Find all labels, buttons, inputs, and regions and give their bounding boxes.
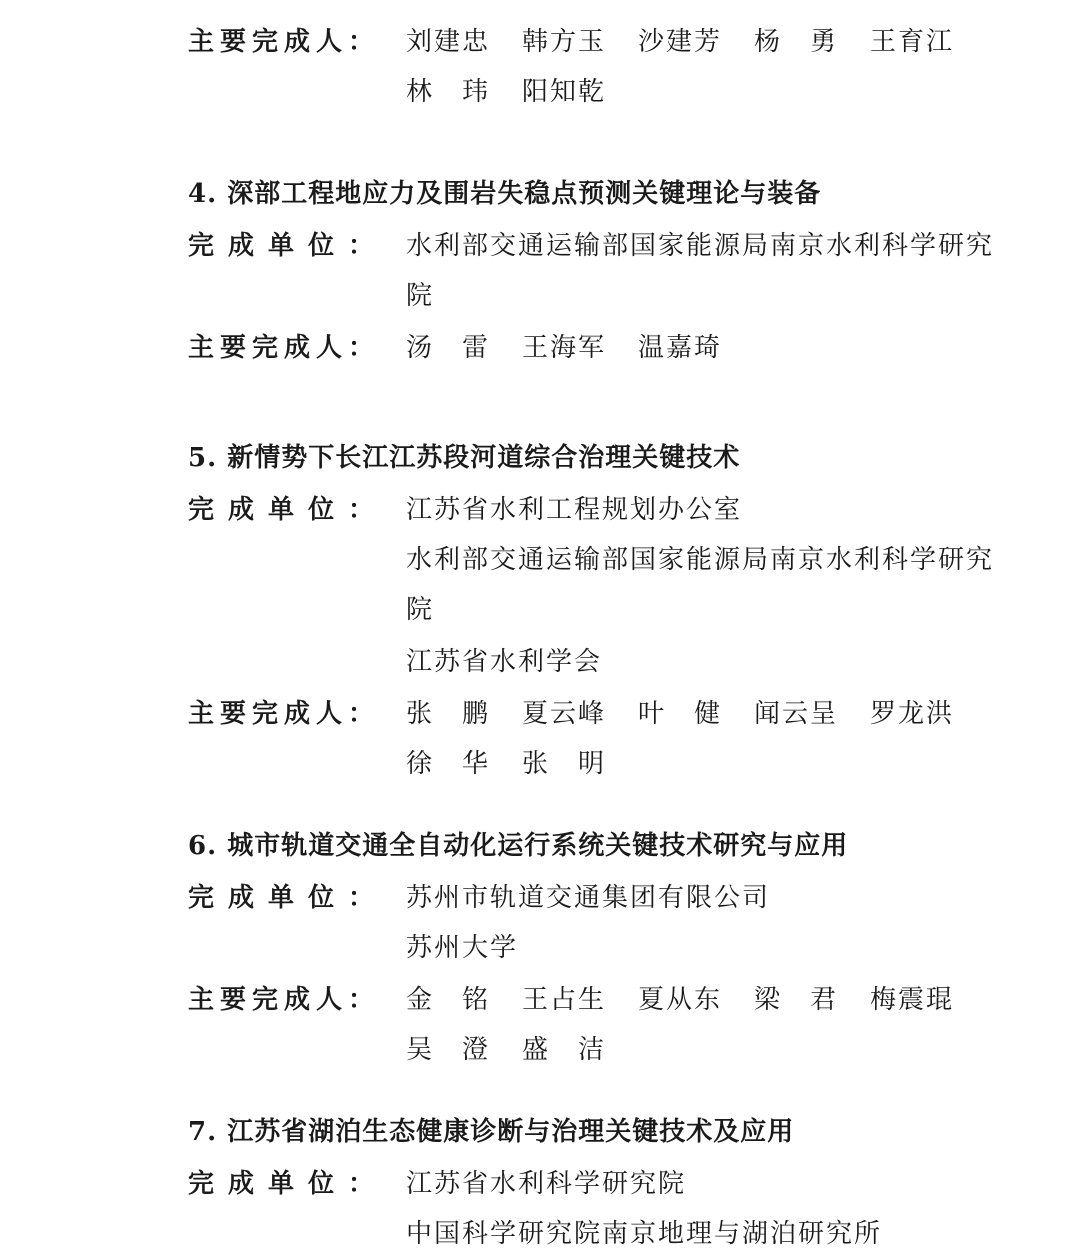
person-name: 韩方玉 bbox=[522, 27, 607, 57]
item7-unit-1: 江苏省水利科学研究院 bbox=[406, 1169, 687, 1199]
person-name: 闻云呈 bbox=[754, 699, 839, 729]
item3-people-line2 bbox=[406, 70, 606, 114]
item6-unit-label: 完成单位： bbox=[188, 883, 389, 913]
item6-unit-2: 苏州大学 bbox=[406, 933, 519, 963]
item6-title: 6. 城市轨道交通全自动化运行系统关键技术研究与应用 bbox=[188, 831, 849, 861]
person-name: 金 铭 bbox=[406, 985, 491, 1015]
item5-unit-2: 水利部交通运输部国家能源局南京水利科学研究 bbox=[406, 545, 995, 575]
item6-people-line2 bbox=[406, 1028, 606, 1072]
item5-unit-label: 完成单位： bbox=[188, 495, 389, 525]
person-name: 王海军 bbox=[522, 333, 607, 363]
person-name: 吴 澄 bbox=[406, 1035, 491, 1065]
person-name: 林 玮 bbox=[406, 77, 491, 107]
item5-unit-1: 江苏省水利工程规划办公室 bbox=[406, 495, 743, 525]
item5-unit-row-4 bbox=[0, 640, 1080, 684]
item5-people-row-2 bbox=[0, 742, 1080, 786]
item6-unit-row bbox=[0, 876, 1080, 920]
item3-people-line1 bbox=[406, 20, 954, 64]
item5-unit-4: 江苏省水利学会 bbox=[406, 647, 603, 677]
person-name: 张 鹏 bbox=[406, 699, 491, 729]
item5-people-line1 bbox=[406, 692, 954, 736]
item7-title: 7. 江苏省湖泊生态健康诊断与治理关键技术及应用 bbox=[188, 1117, 795, 1147]
person-name: 汤 雷 bbox=[406, 333, 491, 363]
item5-title-row bbox=[0, 436, 1080, 480]
item5-unit-3: 院 bbox=[406, 595, 435, 625]
item3-people-row-2 bbox=[0, 70, 1080, 114]
person-name: 阳知乾 bbox=[522, 77, 607, 107]
item4-unit-2: 院 bbox=[406, 281, 435, 311]
person-name: 刘建忠 bbox=[406, 27, 491, 57]
item3-people-label: 主要完成人： bbox=[188, 27, 381, 57]
item4-people-label: 主要完成人： bbox=[188, 333, 381, 363]
item6-unit-1: 苏州市轨道交通集团有限公司 bbox=[406, 883, 771, 913]
person-name: 夏从东 bbox=[638, 985, 723, 1015]
person-name: 盛 洁 bbox=[522, 1035, 607, 1065]
item7-unit-label: 完成单位： bbox=[188, 1169, 389, 1199]
item4-title: 4. 深部工程地应力及围岩失稳点预测关键理论与装备 bbox=[188, 179, 822, 209]
person-name: 梁 君 bbox=[754, 985, 839, 1015]
item4-unit-1: 水利部交通运输部国家能源局南京水利科学研究 bbox=[406, 231, 995, 261]
item4-people-row bbox=[0, 326, 1080, 370]
person-name: 梅震琨 bbox=[870, 985, 955, 1015]
person-name: 温嘉琦 bbox=[638, 333, 723, 363]
person-name: 杨 勇 bbox=[754, 27, 839, 57]
item6-people-line1 bbox=[406, 978, 954, 1022]
item6-unit-row-2 bbox=[0, 926, 1080, 970]
person-name: 王占生 bbox=[522, 985, 607, 1015]
item6-people-row bbox=[0, 978, 1080, 1022]
person-name: 叶 健 bbox=[638, 699, 723, 729]
item4-title-row bbox=[0, 172, 1080, 216]
item7-unit-2: 中国科学研究院南京地理与湖泊研究所 bbox=[406, 1219, 883, 1249]
person-name: 徐 华 bbox=[406, 749, 491, 779]
item7-unit-row-2 bbox=[0, 1212, 1080, 1256]
item5-people-row bbox=[0, 692, 1080, 736]
item5-unit-row-2 bbox=[0, 538, 1080, 582]
item6-people-label: 主要完成人： bbox=[188, 985, 381, 1015]
item6-title-row bbox=[0, 824, 1080, 868]
item5-unit-row bbox=[0, 488, 1080, 532]
item7-title-row bbox=[0, 1110, 1080, 1154]
item4-people-line1 bbox=[406, 326, 722, 370]
item7-unit-row bbox=[0, 1162, 1080, 1206]
person-name: 夏云峰 bbox=[522, 699, 607, 729]
item5-title: 5. 新情势下长江江苏段河道综合治理关键技术 bbox=[188, 443, 741, 473]
person-name: 张 明 bbox=[522, 749, 607, 779]
item5-people-label: 主要完成人： bbox=[188, 699, 381, 729]
person-name: 沙建芳 bbox=[638, 27, 723, 57]
person-name: 罗龙洪 bbox=[870, 699, 955, 729]
item4-unit-row-2 bbox=[0, 274, 1080, 318]
person-name: 王育江 bbox=[870, 27, 955, 57]
item4-unit-row bbox=[0, 224, 1080, 268]
item5-unit-row-3 bbox=[0, 588, 1080, 632]
item4-unit-label: 完成单位： bbox=[188, 231, 389, 261]
item5-people-line2 bbox=[406, 742, 606, 786]
item6-people-row-2 bbox=[0, 1028, 1080, 1072]
item3-people-row bbox=[0, 20, 1080, 64]
